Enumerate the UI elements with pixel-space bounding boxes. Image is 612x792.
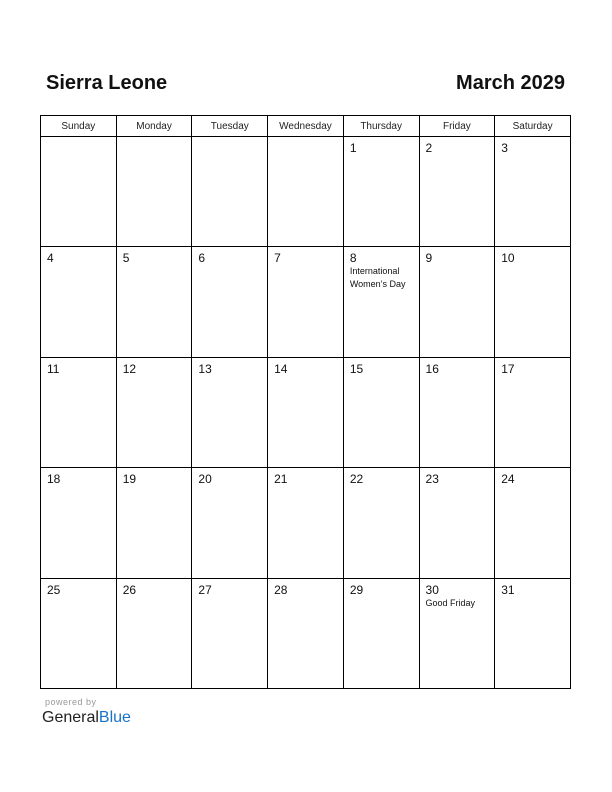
day-cell [495,247,571,357]
day-cell [41,137,117,247]
day-cell [419,468,495,578]
day-number: 22 [349,472,364,487]
day-number: 25 [47,582,61,597]
day-number: 24 [501,472,515,487]
day-number: 15 [349,361,364,376]
weekday-header: Monday [116,116,192,137]
day-cell [268,578,344,688]
day-number: 11 [47,361,60,376]
day-number: 19 [122,472,137,487]
day-cell [192,468,268,578]
weekday-header: Thursday [343,116,419,137]
calendar-grid [40,115,571,689]
day-number: 16 [425,361,439,376]
day-cell [343,357,419,467]
day-cell [116,247,192,357]
day-cell [419,137,495,247]
holiday-label: Good Friday [425,597,476,608]
weekday-header: Saturday [495,116,571,137]
week-row [41,357,571,467]
day-cell [192,357,268,467]
day-cell [419,357,495,467]
holiday-label: International Women’s Day [349,266,406,290]
day-cell [419,578,495,688]
day-cell [268,137,344,247]
day-number: 18 [47,472,61,487]
day-number: 27 [198,582,212,597]
day-cell [41,357,117,467]
day-cell [41,578,117,688]
day-number: 26 [122,582,137,597]
day-cell [268,247,344,357]
day-number: 21 [274,472,288,487]
day-number: 5 [122,251,130,266]
brand-blue-text: Blue [98,709,131,726]
day-cell [116,357,192,467]
week-row [41,137,571,247]
day-number: 7 [274,251,281,266]
day-number: 6 [198,251,206,266]
footer-branding [42,697,131,728]
day-number: 1 [349,141,357,155]
country-title: Sierra Leone [46,72,168,94]
day-number: 9 [425,251,433,266]
day-cell [192,578,268,688]
day-number: 3 [501,141,508,155]
brand-general-text: General [42,709,99,726]
day-number: 10 [501,251,515,266]
weekday-header: Wednesday [268,116,344,137]
day-cell [268,357,344,467]
weekday-header-row [41,116,571,137]
brand-logo[interactable] [42,708,131,728]
day-number: 17 [501,361,515,376]
weekday-header: Friday [419,116,495,137]
day-cell [343,247,419,357]
day-cell [192,137,268,247]
day-cell [495,578,571,688]
week-row [41,468,571,578]
day-cell [495,137,571,247]
day-cell [495,357,571,467]
day-number: 29 [349,582,364,597]
day-cell [343,468,419,578]
day-cell [419,247,495,357]
day-cell [116,578,192,688]
day-cell [41,468,117,578]
day-number: 28 [274,582,288,597]
day-number: 2 [425,141,433,155]
day-cell [192,247,268,357]
day-cell [268,468,344,578]
day-number: 12 [122,361,137,376]
day-number: 20 [198,472,212,487]
day-number: 23 [425,472,439,487]
weekday-header: Sunday [41,116,117,137]
day-number: 8 [349,251,357,266]
day-cell [495,468,571,578]
week-row [41,247,571,357]
day-cell [41,247,117,357]
day-number: 13 [198,361,212,376]
day-number: 4 [47,251,54,266]
day-cell [343,578,419,688]
day-number: 31 [501,582,515,597]
day-cell [116,468,192,578]
day-cell [343,137,419,247]
day-cell [116,137,192,247]
weekday-header: Tuesday [192,116,268,137]
day-number: 14 [274,361,288,376]
powered-by-text: powered by [45,697,97,707]
day-number: 30 [425,582,439,597]
week-row [41,578,571,688]
month-title: March 2029 [456,72,565,94]
